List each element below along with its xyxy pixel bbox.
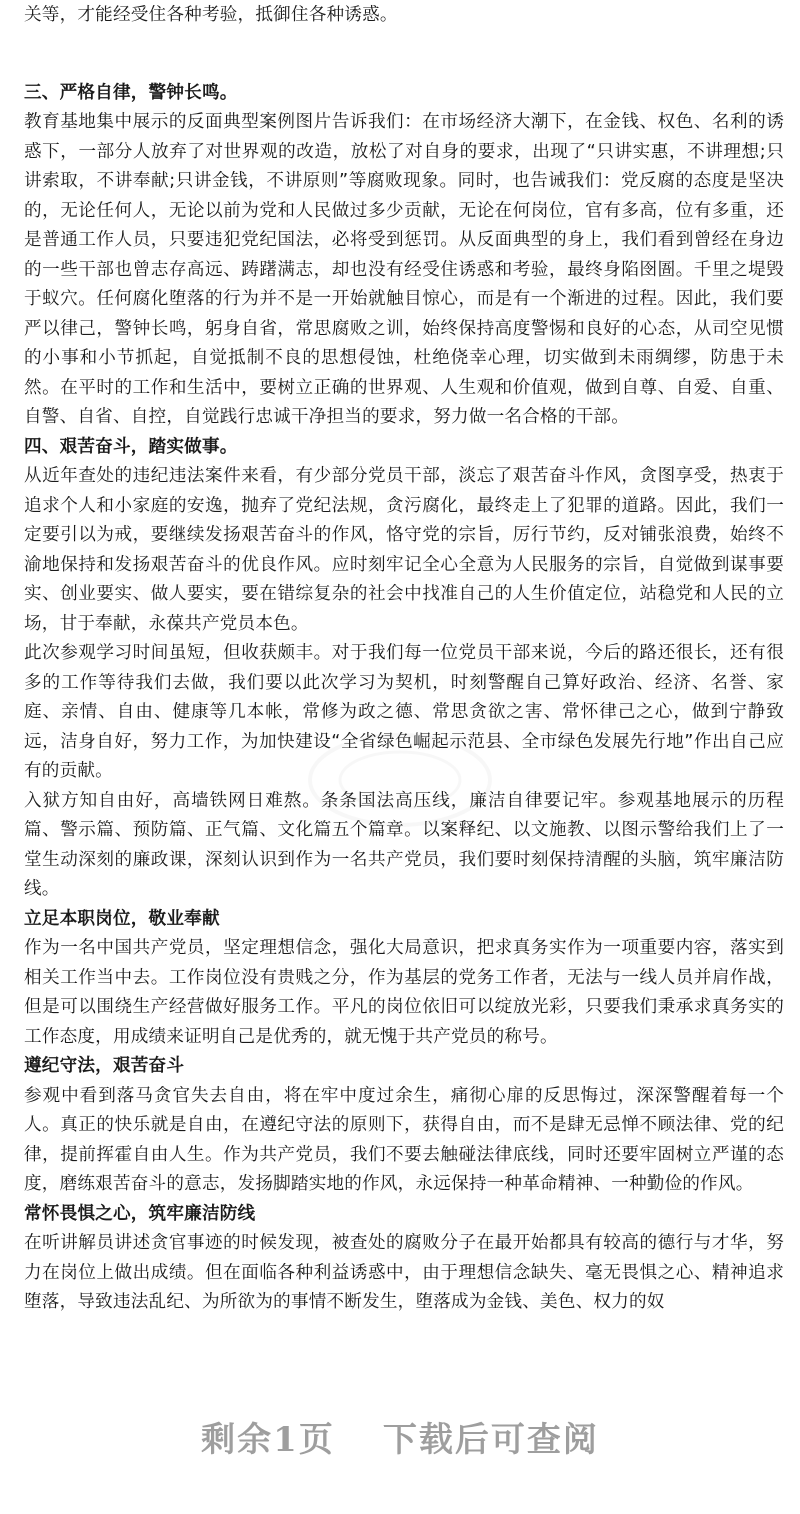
- spacer: [24, 31, 784, 79]
- document-body: [24, 0, 784, 1318]
- paragraph: 入狱方知自由好，高墙铁网日难熬。条条国法高压线，廉洁自律要记牢。参观基地展示的历程篇、警示篇、预防篇、正气篇、文化篇五个篇章。以案释纪、以文施教、以图示警给我们上了一堂生动深刻的廉政课，深刻认识到作为一名共产党员，我们要时刻保持清醒的头脑，筑牢廉洁防线。: [24, 790, 784, 899]
- opening-line: 关等，才能经受住各种考验，抵御住各种诱惑。: [24, 5, 398, 25]
- section-heading: 四、艰苦奋斗，踏实做事。: [24, 436, 238, 457]
- paragraph: 作为一名中国共产党员，坚定理想信念，强化大局意识，把求真务实作为一项重要内容，落实到相关工作当中去。工作岗位没有贵贱之分，作为基层的党务工作者，无法与一线人员并肩作战，但是可以围绕生产经营做好服务工作。平凡的岗位依旧可以绽放光彩，只要我们秉承求真务实的工作态度，用成绩来证明自己是优秀的，就无愧于共产党员的称号。: [24, 938, 784, 1047]
- section-heading: 常怀畏惧之心，筑牢廉洁防线: [24, 1203, 256, 1224]
- section-heading: 立足本职岗位，敬业奉献: [24, 908, 220, 929]
- download-banner[interactable]: [0, 1412, 800, 1461]
- paragraph: 此次参观学习时间虽短，但收获颇丰。对于我们每一位党员干部来说，今后的路还很长，还有很多的工作等待我们去做，我们要以此次学习为契机，时刻警醒自己算好政治、经济、名誉、家庭、亲情、自由、健康等几本帐，常修为政之德、常思贪欲之害、常怀律己之心，做到宁静致远，洁身自好，努力工作，为加快建设“全省绿色崛起示范县、全市绿色发展先行地”作出自己应有的贡献。: [24, 643, 784, 781]
- download-hint-label: 下载后可查阅: [382, 1420, 599, 1460]
- paragraph: 从近年查处的违纪违法案件来看，有少部分党员干部，淡忘了艰苦奋斗作风，贪图享受，热衷于追求个人和小家庭的安逸，抛弃了党纪法规，贪污腐化，最终走上了犯罪的道路。因此，我们一定要引以为戒，要继续发扬艰苦奋斗的作风，恪守党的宗旨，厉行节约，反对铺张浪费，始终不渝地保持和发扬艰苦奋斗的优良作风。应时刻牢记全心全意为人民服务的宗旨，自觉做到谋事要实、创业要实、做人要实，要在错综复杂的社会中找准自己的人生价值定位，站稳党和人民的立场，甘于奉献，永葆共产党员本色。: [24, 466, 784, 634]
- paragraph: 教育基地集中展示的反面典型案例图片告诉我们：在市场经济大潮下，在金钱、权色、名利的诱惑下，一部分人放弃了对世界观的改造，放松了对自身的要求，出现了“只讲实惠，不讲理想;只讲索取，不讲奉献;只讲金钱，不讲原则”等腐败现象。同时，也告诫我们：党反腐的态度是坚决的，无论任何人，无论以前为党和人民做过多少贡献，无论在何岗位，官有多高，位有多重，还是普通工作人员，只要违犯党纪国法，必将受到惩罚。从反面典型的身上，我们看到曾经在身边的一些干部也曾志存高远、踌躇满志，却也没有经受住诱惑和考验，最终身陷囹圄。千里之堤毁于蚁穴。任何腐化堕落的行为并不是一开始就触目惊心，而是有一个渐进的过程。因此，我们要严以律己，警钟长鸣，躬身自省，常思腐败之训，始终保持高度警惕和良好的心态，从司空见惯的小事和小节抓起，自觉抵制不良的思想侵蚀，杜绝侥幸心理，切实做到未雨绸缪，防患于未然。在平时的工作和生活中，要树立正确的世界观、人生观和价值观，做到自尊、自爱、自重、自警、自省、自控，自觉践行忠诚干净担当的要求，努力做一名合格的干部。: [24, 112, 784, 427]
- paragraph: 在听讲解员讲述贪官事迹的时候发现，被查处的腐败分子在最开始都具有较高的德行与才华，努力在岗位上做出成绩。但在面临各种利益诱惑中，由于理想信念缺失、毫无畏惧之心、精神追求堕落，导致违法乱纪、为所欲为的事情不断发生，堕落成为金钱、美色、权力的奴: [24, 1233, 784, 1312]
- paragraph: 参观中看到落马贪官失去自由，将在牢中度过余生，痛彻心扉的反思悔过，深深警醒着每一个人。真正的快乐就是自由，在遵纪守法的原则下，获得自由，而不是肆无忌惮不顾法律、党的纪律，提前挥霍自由人生。作为共产党员，我们不要去触碰法律底线，同时还要牢固树立严谨的态度，磨练艰苦奋斗的意志，发扬脚踏实地的作风，永远保持一种革命精神、一种勤俭的作风。: [24, 1085, 784, 1194]
- section-heading: 三、严格自律，警钟长鸣。: [24, 82, 238, 103]
- section-heading: 遵纪守法，艰苦奋斗: [24, 1056, 185, 1076]
- remaining-pages-label: 剩余1页: [201, 1420, 335, 1460]
